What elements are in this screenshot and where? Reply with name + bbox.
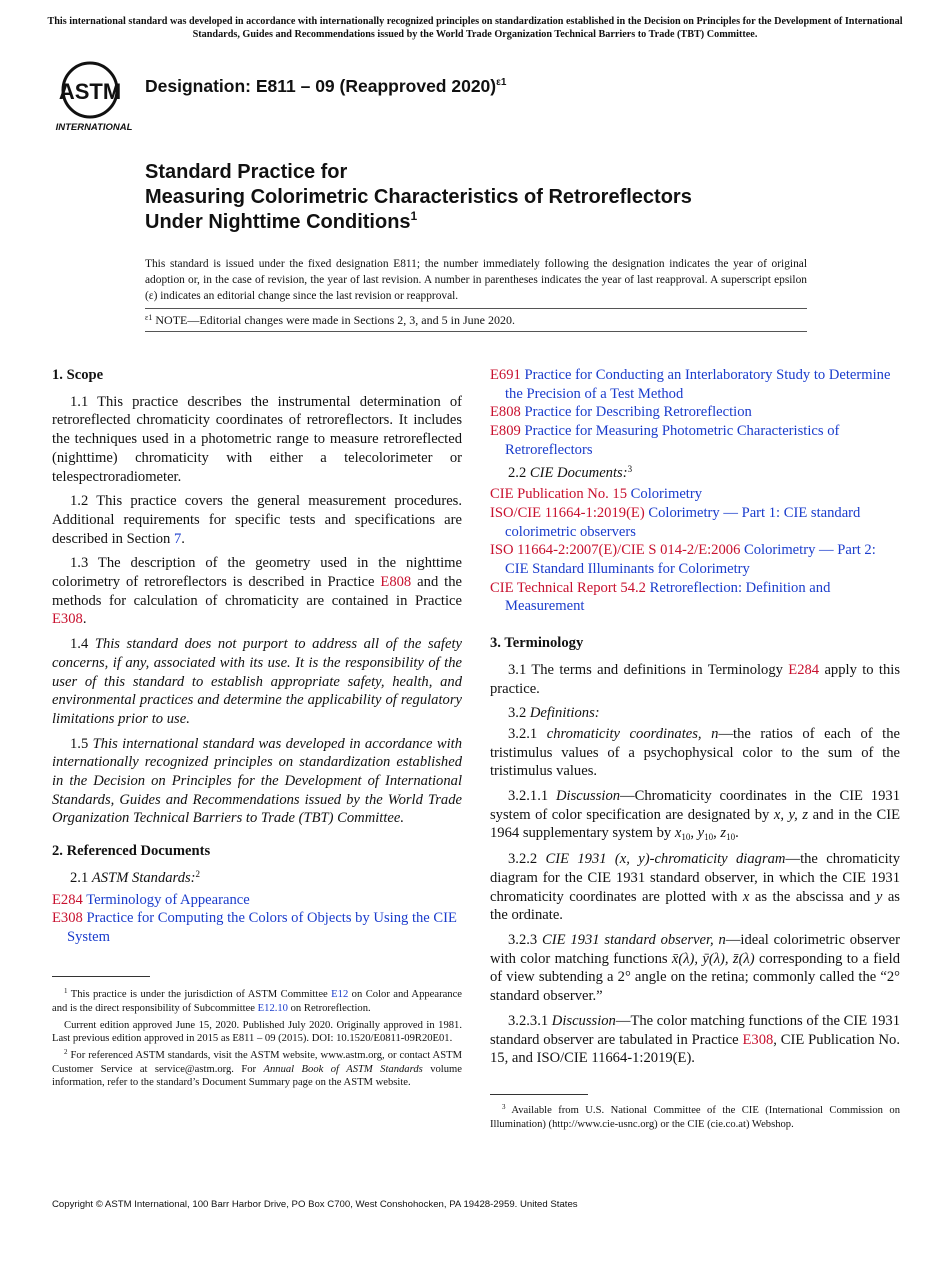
term-3-2-1: 3.2.1 chromaticity coordinates, n—the ratios of each of the tristimulus values of a psychophysical color to the sum of the tristimulus values. — [490, 725, 900, 780]
astm-logo-icon — [52, 58, 136, 134]
ref-item-e691[interactable]: E691 Practice for Conducting an Interlaboratory Study to Determine the Precision of a Test Method — [490, 367, 891, 402]
footnote-3: $^3$ Available from U.S. National Committee of the CIE (International Commission on Illumination) (http://www.cie-usnc.org) or the CIE (cie.co.at) Webshop. — [490, 1103, 900, 1131]
issuance-statement: This standard is issued under the fixed designation E811; the number immediately following the designation indicates the year of original adoption or, in the case of revision, the year of last revision. A number in parentheses indicates the year of last reapproval. A superscript epsilon (ε) indicates an editorial change since the last revision or reapproval. — [145, 258, 807, 302]
term-3-1: 3.1 The terms and definitions in Terminology E284 apply to this practice. — [490, 661, 900, 697]
footnote-1: $^1$ This practice is under the jurisdiction of ASTM Committee E12 on Color and Appearance and is the direct responsibility of Subcommittee E12.10 on Retroreflection. — [52, 987, 463, 1015]
footnotes-left — [52, 988, 462, 1093]
term-3-2-3-1: 3.2.3.1 Discussion—The color matching functions of the CIE 1931 standard observer are tabulated in Practice E308, CIE Publication No. 15, and ISO/CIE 11664-1:2019(E). — [490, 1012, 901, 1067]
e12-10-link[interactable]: E12.10 — [257, 1003, 288, 1015]
ref-item-e809[interactable]: E809 Practice for Measuring Photometric Characteristics of Retroreflectors — [490, 423, 840, 458]
title-line-3: Under Nighttime Conditions$^1$ — [145, 209, 418, 233]
title-line-2: Measuring Colorimetric Characteristics of Retroreflectors — [145, 186, 692, 208]
e12-link[interactable]: E12 — [331, 989, 349, 1000]
scope-heading: 1. Scope — [52, 367, 104, 383]
ref-item-cie-54-2[interactable]: CIE Technical Report 54.2 Retroreflection: Definition and Measurement — [490, 579, 831, 615]
astm-standards-label: 2.1 ASTM Standards:$^2$ — [70, 868, 201, 886]
section-7-link[interactable]: 7 — [174, 530, 182, 547]
wto-banner: This international standard was developed in accordance with internationally recognized principles on standardization established in the Decision on Principles for the Development of International Standards, Guides and Recommendations issued by the World Trade Organization Technical Barriers to Trade (TBT) Committee. — [47, 16, 903, 40]
scope-1-4: 1.4 This standard does not purport to address all of the safety concerns, if any, associated with its use. It is the responsibility of the user of this standard to establish appropriate safety, health, and environmental practices and determine the applicability of regulatory limitations prior to use. — [52, 636, 462, 727]
logo-bottom-text: INTERNATIONAL — [55, 122, 133, 133]
note-bottom-rule — [145, 331, 807, 332]
designation: Designation: E811 – 09 (Reapproved 2020)$^{\varepsilon 1}$ — [145, 76, 507, 96]
term-3-2: 3.2 Definitions: — [508, 705, 600, 722]
astm-logo — [52, 58, 136, 134]
cie-documents-label: 2.2 CIE Documents:$^3$ — [508, 463, 633, 481]
term-3-2-2: 3.2.2 CIE 1931 (x, y)-chromaticity diagram—the chromaticity diagram for the CIE 1931 standard observer, in which the CIE 1931 chromaticity coordinates are plotted with x as the abscissa and y as the ordinate. — [490, 851, 900, 924]
ref-item-cie-15[interactable]: CIE Publication No. 15 Colorimetry — [490, 486, 703, 503]
designation-epsilon: ε1 — [496, 77, 507, 88]
refdocs-heading: 2. Referenced Documents — [52, 843, 211, 860]
title-line-1: Standard Practice for — [145, 161, 348, 183]
logo-top-text: ASTM — [58, 79, 122, 104]
footnote-rule-right — [490, 1094, 588, 1095]
footnote-2: $^2$ For referenced ASTM standards, visit the ASTM website, www.astm.org, or contact ASTM Customer Service at service@astm.org. For Annual Book of ASTM Standards volume information, refer to the standard’s Document Summary page on the ASTM website. — [52, 1047, 462, 1089]
terminology-heading: 3. Terminology — [490, 635, 584, 652]
term-3-2-1-1: 3.2.1.1 Discussion—Chromaticity coordinates in the CIE 1931 system of color specification are designated by x, y, z and in the CIE 1964 supplementary system by $x_{10}$, $y_{10}$, $z_{10}$. — [490, 788, 900, 843]
scope-1-3: 1.3 The description of the geometry used in the nighttime colorimetry of retroreflectors is described in Practice E808 and the methods for calculation of chromaticity are contained in Practice E308. — [52, 555, 463, 628]
ref-item-e808[interactable]: E808 Practice for Describing Retroreflection — [490, 404, 752, 421]
e808-link[interactable]: E808 — [380, 574, 412, 591]
ref-item-iso-11664-2[interactable]: ISO 11664-2:2007(E)/CIE S 014-2/E:2006 Colorimetry — Part 2: CIE Standard Illuminants for Colorimetry — [490, 542, 876, 578]
e308-link[interactable]: E308 — [52, 611, 83, 628]
e308-link-2[interactable]: E308 — [742, 1031, 774, 1048]
footnotes-right — [490, 1104, 900, 1135]
scope-1-1: 1.1 This practice describes the instrumental determination of retroreflected chromaticity coordinates of retroreflectors. It includes the techniques used in a photometric range to measure retroreflected (nighttime) chromaticity with either a telecolorimeter or telespectroradiometer. — [52, 393, 462, 485]
page-title — [145, 160, 865, 237]
left-column — [52, 366, 462, 947]
right-column — [490, 366, 900, 1074]
scope-1-5: 1.5 This international standard was developed in accordance with internationally recognized principles on standardization established in the Decision on Principles for the Development of International Standards, Guides and Recommendations issued by the World Trade Organization Technical Barriers to Trade (TBT) Committee. — [52, 735, 463, 827]
footnote-rule-left — [52, 976, 150, 977]
ref-item-e308[interactable]: E308 Practice for Computing the Colors of Objects by Using the CIE System — [52, 910, 457, 945]
footnote-1-edition: Current edition approved June 15, 2020. Published July 2020. Originally approved in 1981. Last previous edition approved in 2015 as E811 – 09 (2015). DOI: 10.1520/E0811-09R20E01. — [52, 1019, 462, 1045]
ref-item-iso-11664-1[interactable]: ISO/CIE 11664-1:2019(E) Colorimetry — Part 1: CIE standard colorimetric observers — [490, 504, 861, 540]
ref-item-e284[interactable]: E284 Terminology of Appearance — [52, 891, 250, 908]
note-top-rule — [145, 308, 807, 309]
editorial-note: $^{\varepsilon 1}$ NOTE—Editorial changes were made in Sections 2, 3, and 5 in June 2020. — [145, 313, 515, 327]
term-3-2-3: 3.2.3 CIE 1931 standard observer, n—ideal colorimetric observer with color matching functions x̄(λ), ȳ(λ), z̄(λ) corresponding to a field of view subtending a 2° angle on the retina; commonly called the “2° standard observer.” — [490, 931, 900, 1005]
scope-1-2: 1.2 This practice covers the general measurement procedures. Additional requirements for specific tests and specifications are described in Section 7. — [52, 493, 462, 547]
copyright-footer: Copyright © ASTM International, 100 Barr Harbor Drive, PO Box C700, West Conshohocken, PA 19428-2959. United States — [52, 1199, 578, 1210]
e284-link[interactable]: E284 — [788, 661, 820, 678]
